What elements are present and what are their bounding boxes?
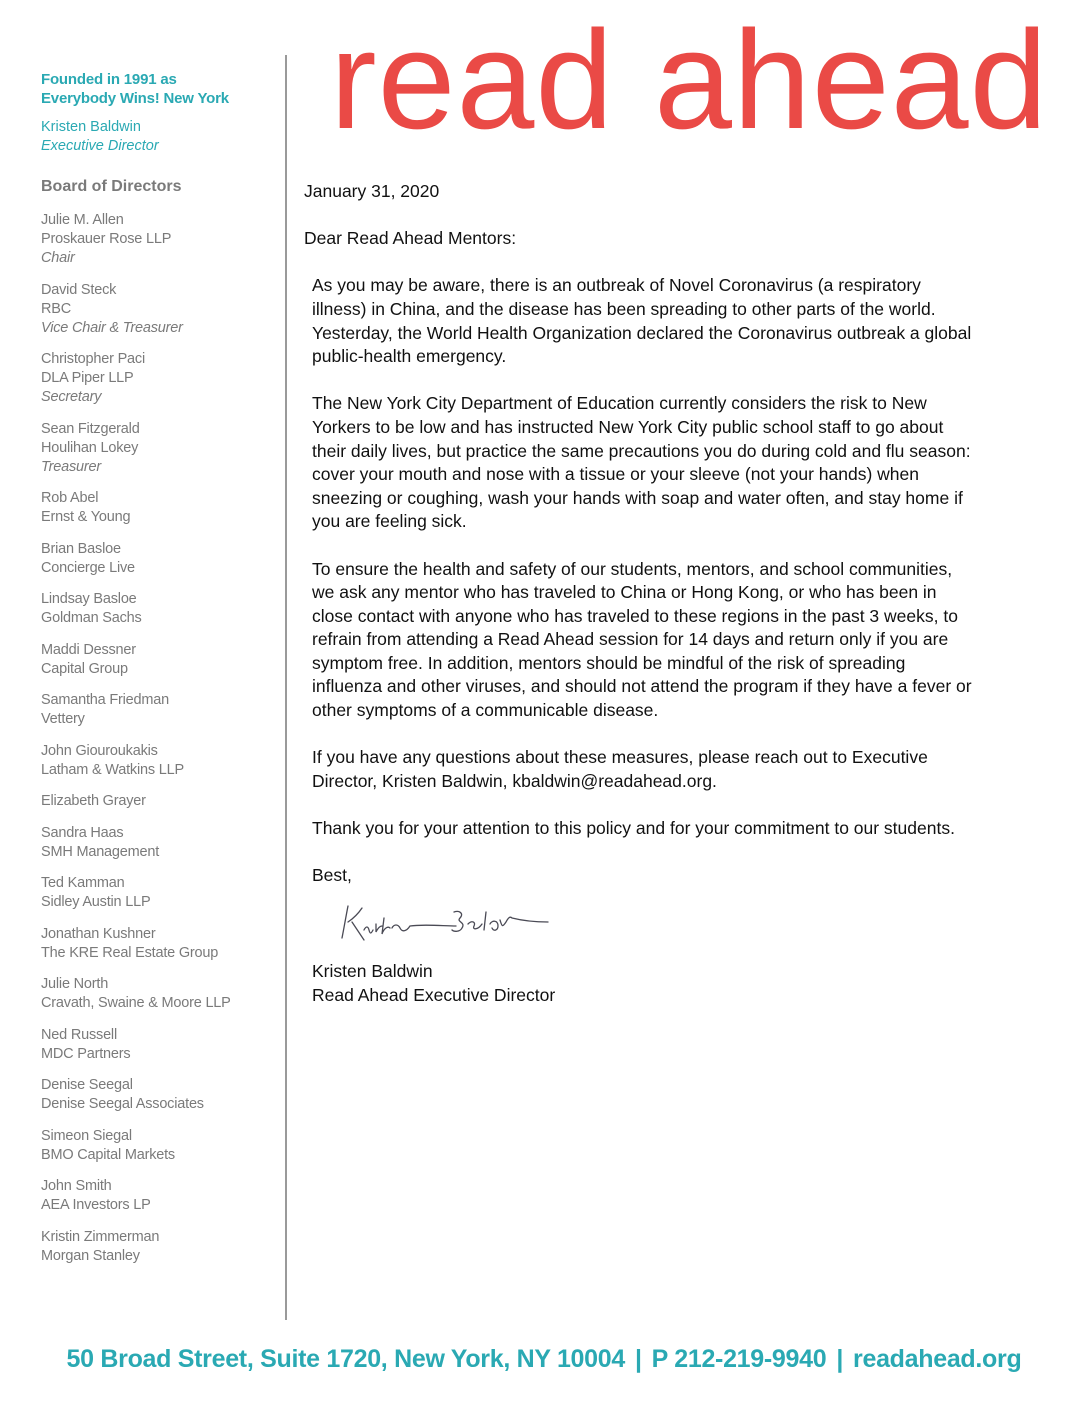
board-member-role: Vice Chair & Treasurer [41, 319, 183, 336]
board-member-name: Rob Abel [41, 490, 99, 506]
board-member-name: Kristin Zimmerman [41, 1228, 160, 1245]
board-member-org: RBC [41, 300, 72, 317]
board-member-role: Secretary [41, 389, 102, 405]
letter-salutation: Dear Read Ahead Mentors: [304, 228, 517, 249]
board-member-org: MDC Partners [41, 1045, 131, 1062]
board-member [41, 211, 271, 268]
board-member [41, 975, 271, 1013]
board-member-name: Jonathan Kushner [41, 925, 156, 942]
board-member [41, 1127, 271, 1165]
handwritten-signature [334, 888, 554, 954]
read-ahead-logo: read ahead [330, 1, 1049, 158]
sidebar [41, 70, 271, 1278]
board-member-org: Vettery [41, 711, 85, 727]
letter-paragraph: As you may be aware, there is an outbreak of Novel Coronavirus (a respiratory illness) in China, and the disease has been spreading to other parts of the world. Yesterday, the World Health Organization declared the Coronavirus outbreak a global public-health emergency. [312, 275, 972, 367]
board-member [41, 489, 271, 527]
board-member-name: John Smith [41, 1178, 112, 1194]
board-member-org: Denise Seegal Associates [41, 1096, 204, 1112]
board-member-org: SMH Management [41, 843, 160, 860]
board-member [41, 742, 271, 780]
board-member-name: John Giouroukakis [41, 742, 158, 759]
board-member-name: Sean Fitzgerald [41, 420, 140, 437]
footer-separator: | [836, 1345, 844, 1373]
board-member-role: Treasurer [41, 458, 101, 475]
board-member-name: Lindsay Basloe [41, 591, 137, 607]
board-member [41, 641, 271, 679]
board-member-name: Brian Basloe [41, 540, 121, 557]
board-member-org: Latham & Watkins LLP [41, 761, 184, 778]
board-member-org: AEA Investors LP [41, 1197, 151, 1213]
footer-phone: P 212-219-9940 [651, 1345, 827, 1373]
board-member-org: Concierge Live [41, 559, 135, 576]
board-member [41, 925, 271, 963]
board-member-org: Morgan Stanley [41, 1247, 140, 1264]
board-member [41, 874, 271, 912]
executive-director-block [41, 118, 271, 156]
board-member-name: Simeon Siegal [41, 1127, 132, 1144]
signer-name: Kristen Baldwin [312, 961, 433, 982]
board-member-org: Goldman Sachs [41, 610, 142, 626]
board-member [41, 1026, 271, 1064]
board-member-org: DLA Piper LLP [41, 370, 134, 386]
founded-line-1: Founded in 1991 as [41, 71, 177, 88]
director-title: Executive Director [41, 138, 159, 154]
board-member-name: Denise Seegal [41, 1077, 133, 1093]
director-name: Kristen Baldwin [41, 119, 141, 135]
board-member [41, 540, 271, 578]
letter-paragraph: If you have any questions about these measures, please reach out to Executive Director, Kristen Baldwin, kbaldwin@readahead.org. [312, 747, 928, 791]
founded-line-2: Everybody Wins! New York [41, 90, 229, 107]
board-member [41, 792, 271, 811]
footer-contact [0, 1345, 1088, 1374]
board-member-name: Julie M. Allen [41, 212, 124, 228]
board-member-org: Sidley Austin LLP [41, 894, 151, 910]
board-member [41, 691, 271, 729]
board-member [41, 350, 271, 407]
board-member [41, 590, 271, 628]
board-member [41, 420, 271, 477]
board-member-name: Samantha Friedman [41, 692, 169, 708]
board-heading: Board of Directors [41, 178, 182, 195]
board-member-name: Maddi Dessner [41, 641, 136, 658]
board-member-name: Julie North [41, 976, 109, 992]
board-member-org: Proskauer Rose LLP [41, 231, 172, 247]
letter-content [304, 274, 974, 1007]
board-member-name: Ned Russell [41, 1026, 117, 1043]
board-member [41, 1228, 271, 1266]
board-member-name: Christopher Paci [41, 351, 145, 367]
board-member-list [41, 211, 271, 1266]
board-member-org: Houlihan Lokey [41, 439, 139, 456]
board-member-name: Ted Kamman [41, 875, 125, 891]
footer-address: 50 Broad Street, Suite 1720, New York, NY 10004 [66, 1345, 625, 1373]
board-member-name: Elizabeth Grayer [41, 793, 146, 809]
board-member-org: Cravath, Swaine & Moore LLP [41, 995, 231, 1011]
board-member [41, 1177, 271, 1215]
footer-website[interactable]: readahead.org [853, 1345, 1022, 1373]
vertical-divider [285, 55, 287, 1320]
footer-separator: | [634, 1345, 642, 1373]
board-member-org: The KRE Real Estate Group [41, 944, 219, 961]
letter-closing: Best, [312, 865, 352, 886]
board-member-name: Sandra Haas [41, 824, 124, 841]
board-member [41, 281, 271, 338]
letter-date: January 31, 2020 [304, 181, 440, 201]
board-member [41, 1076, 271, 1114]
letter-body [304, 180, 974, 1008]
letter-paragraph: To ensure the health and safety of our students, mentors, and school communities, we ask any mentor who has traveled to China or Hong Kong, or who has been in close contact with anyone who has traveled to these regions in the past 3 weeks, to refrain from attending a Read Ahead session for 14 days and return only if you are symptom free. In addition, mentors should be mindful of the risk of spreading influenza and other viruses, and should not attend the program if they have a fever or other symptoms of a communicable disease. [312, 558, 972, 721]
board-member-org: BMO Capital Markets [41, 1146, 175, 1163]
board-member-org: Capital Group [41, 660, 128, 677]
board-member-role: Chair [41, 250, 75, 266]
letter-paragraph: Thank you for your attention to this policy and for your commitment to our students. [312, 818, 955, 839]
board-member-org: Ernst & Young [41, 509, 131, 525]
board-member [41, 824, 271, 862]
board-member-name: David Steck [41, 281, 117, 298]
letter-paragraph: The New York City Department of Education currently considers the risk to New Yorkers to be low and has instructed New York City public school staff to go about their daily lives, but practice the same precautions you do during cold and flu season: cover your mouth and nose with a tissue or your sleeve (not your hands) when sneezing or coughing, wash your hands with soap and water often, and stay home if you are feeling sick. [312, 393, 971, 532]
signer-title: Read Ahead Executive Director [312, 985, 556, 1005]
